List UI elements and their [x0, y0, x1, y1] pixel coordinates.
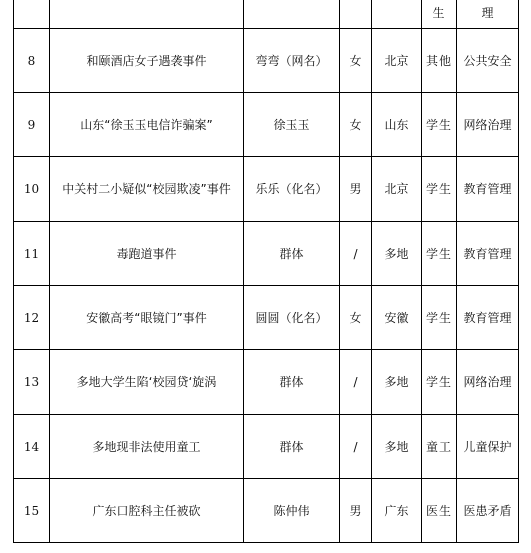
- cell-identity: 童工: [422, 415, 457, 479]
- cell-identity: 学生: [422, 222, 457, 286]
- cell-domain: 医患矛盾: [457, 479, 519, 543]
- cell-gender: /: [340, 415, 372, 479]
- cell-number: 11: [14, 222, 50, 286]
- cell-event: 多地大学生陷‘校园贷‘旋涡: [50, 350, 244, 415]
- table-row: [14, 415, 519, 479]
- cell-domain: 教育管理: [457, 157, 519, 222]
- table-row: [14, 350, 519, 415]
- cell-number: [14, 0, 50, 29]
- table-row: [14, 286, 519, 350]
- cell-identity: 学生: [422, 350, 457, 415]
- cell-domain: 教育管理: [457, 286, 519, 350]
- table-row: [14, 479, 519, 543]
- cell-name: [244, 0, 340, 29]
- cell-identity: 学生: [422, 157, 457, 222]
- cell-number: 15: [14, 479, 50, 543]
- cell-gender: 女: [340, 286, 372, 350]
- cell-name: 群体: [244, 350, 340, 415]
- cell-name: 弯弯（网名）: [244, 29, 340, 93]
- cell-number: 13: [14, 350, 50, 415]
- cell-region: 北京: [372, 157, 422, 222]
- cell-event: 广东口腔科主任被砍: [50, 479, 244, 543]
- cell-gender: 女: [340, 29, 372, 93]
- cell-domain: 儿童保护: [457, 415, 519, 479]
- cell-gender: 男: [340, 157, 372, 222]
- cell-gender: /: [340, 350, 372, 415]
- cell-region: 多地: [372, 415, 422, 479]
- cell-region: 多地: [372, 222, 422, 286]
- cell-event: 中关村二小疑似“校园欺凌”事件: [50, 157, 244, 222]
- cell-region: 广东: [372, 479, 422, 543]
- cell-domain: 理: [457, 0, 519, 29]
- table-row-partial: [14, 0, 519, 29]
- cell-event: 多地现非法使用童工: [50, 415, 244, 479]
- cell-name: 群体: [244, 222, 340, 286]
- cell-domain: 公共安全: [457, 29, 519, 93]
- cell-event: 毒跑道事件: [50, 222, 244, 286]
- cell-gender: 女: [340, 93, 372, 157]
- cell-region: 安徽: [372, 286, 422, 350]
- cell-region: 多地: [372, 350, 422, 415]
- cell-event: 安徽高考“眼镜门”事件: [50, 286, 244, 350]
- cell-event: [50, 0, 244, 29]
- cell-name: 徐玉玉: [244, 93, 340, 157]
- cell-identity: 生: [422, 0, 457, 29]
- table-row: [14, 93, 519, 157]
- cell-identity: 学生: [422, 93, 457, 157]
- cell-region: [372, 0, 422, 29]
- cell-gender: [340, 0, 372, 29]
- cell-event: 和颐酒店女子遇袭事件: [50, 29, 244, 93]
- table-row: [14, 222, 519, 286]
- case-table: [13, 0, 519, 543]
- table-row: [14, 29, 519, 93]
- cell-number: 12: [14, 286, 50, 350]
- cell-identity: 其他: [422, 29, 457, 93]
- cell-identity: 医生: [422, 479, 457, 543]
- cell-region: 北京: [372, 29, 422, 93]
- cell-domain: 网络治理: [457, 350, 519, 415]
- cell-gender: 男: [340, 479, 372, 543]
- cell-name: 陈仲伟: [244, 479, 340, 543]
- cell-region: 山东: [372, 93, 422, 157]
- cell-domain: 网络治理: [457, 93, 519, 157]
- cell-name: 乐乐（化名）: [244, 157, 340, 222]
- cell-domain: 教育管理: [457, 222, 519, 286]
- cell-number: 10: [14, 157, 50, 222]
- cell-gender: /: [340, 222, 372, 286]
- cell-number: 9: [14, 93, 50, 157]
- table-row: [14, 157, 519, 222]
- cell-event: 山东“徐玉玉电信诈骗案”: [50, 93, 244, 157]
- cell-name: 圆圆（化名）: [244, 286, 340, 350]
- cell-number: 14: [14, 415, 50, 479]
- cell-name: 群体: [244, 415, 340, 479]
- cell-number: 8: [14, 29, 50, 93]
- cell-identity: 学生: [422, 286, 457, 350]
